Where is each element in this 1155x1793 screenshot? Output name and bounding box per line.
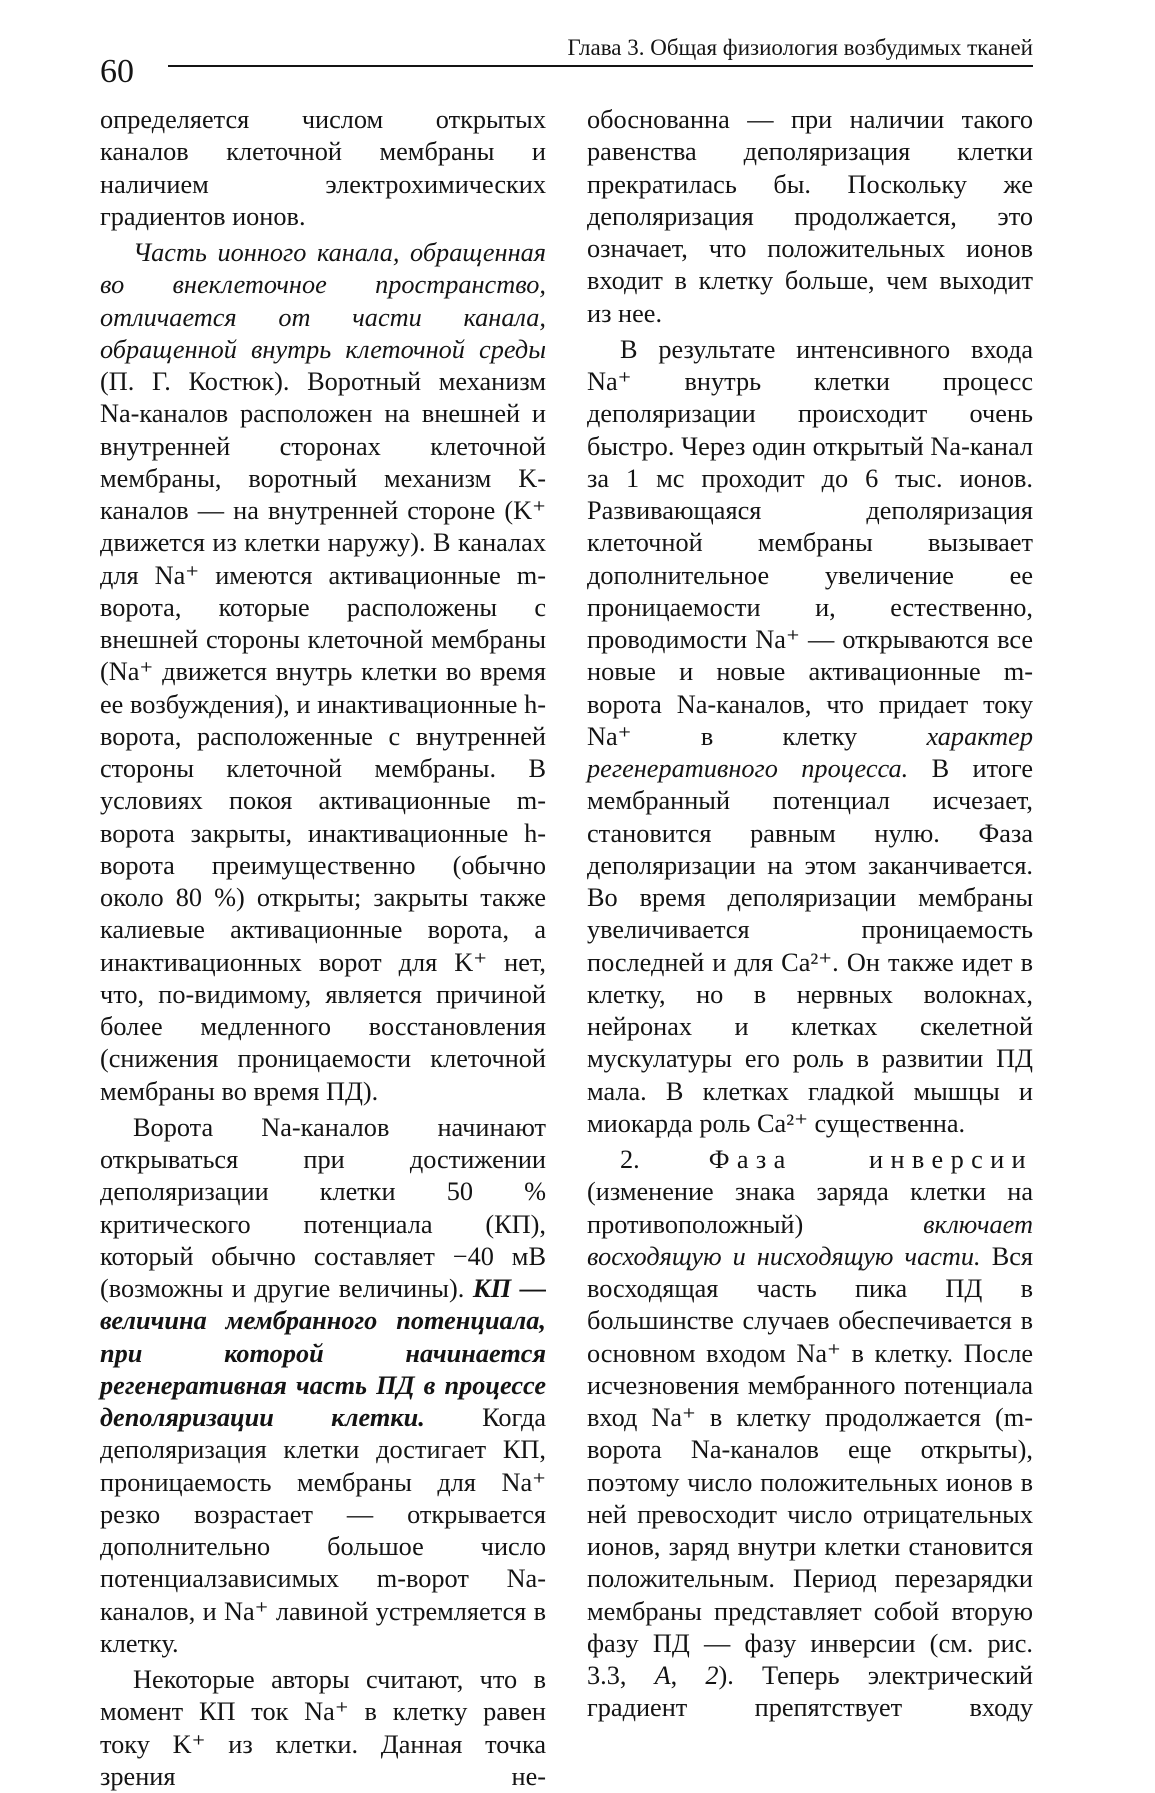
- paragraph: [587, 1144, 1033, 1725]
- left-column: [100, 104, 546, 1793]
- right-column: [587, 104, 1033, 1725]
- spaced-term: Фаза инверсии: [708, 1145, 1033, 1174]
- italic-term: включает восходящую и нисходящую части.: [587, 1209, 1033, 1271]
- paragraph-text: определяется числом открытых каналов клеточной мембраны и наличием электрохимических градиентов ионов.: [100, 105, 546, 231]
- paragraph-text: Вся восходящая часть пика ПД в большинстве случаев обеспечивается в основном входом Na⁺ в клетку. После исчезновения мембранного потенциала вход Na⁺ в клетку продолжается (m-ворота Na-каналов еще открыты), поэтому число положительных ионов в ней превосходит число отрицательных ионов, заряд внутри клетки становится положительным. Период перезарядки мембраны представляет собой вторую фазу ПД — фазу инверсии (см. рис. 3.3,: [587, 1241, 1033, 1690]
- paragraph-text: В результате интенсивного входа Na⁺ внутрь клетки процесс деполяризации происходит очень быстро. Через один открытый Na-канал за 1 мс проходит до 6 тыс. ионов. Развивающаяся деполяризация клеточной мембраны вызывает дополнительное увеличение ее проницаемости и, естественно, проводимости Na⁺ — открываются все новые и новые активационные m-ворота Na-каналов, что придает току Na⁺ в клетку: [587, 334, 1033, 751]
- running-head: Глава 3. Общая физиология возбудимых тканей: [567, 35, 1033, 60]
- paragraph-text: В итоге мембранный потенциал исчезает, становится равным нулю. Фаза деполяризации на этом заканчивается. Во время деполяризации мембраны увеличивается проницаемость последней и для Ca²⁺. Он также идет в клетку, но в нервных волокнах, нейронах и клетках скелетной мускулатуры его роль в развитии ПД мала. В клетках гладкой мышцы и миокарда роль Ca²⁺ существенна.: [587, 754, 1033, 1138]
- paragraph: [100, 104, 546, 233]
- paragraph-text: (изменение знака заряда клетки на противоположный): [587, 1177, 1033, 1239]
- paragraph: [100, 1664, 546, 1793]
- figure-ref-2: 2: [705, 1661, 719, 1690]
- italic-term: характер регенеративного процесса.: [587, 721, 1033, 783]
- italic-definition: Часть ионного канала, обращенная во внеклеточное пространство, отличается от части канала, обращенной внутрь клеточной среды: [100, 238, 546, 364]
- paragraph-text: Некоторые авторы считают, что в момент КП ток Na⁺ в клетку равен току K⁺ из клетки. Данная точка зрения не-: [100, 1665, 546, 1791]
- paragraph: [587, 334, 1033, 1140]
- paragraph-text: Ворота Na-каналов начинают открываться при достижении деполяризации клетки 50 % критического потенциала (КП), который обычно составляет −40 мВ (возможны и другие величины).: [100, 1112, 546, 1303]
- paragraph: [100, 1112, 546, 1660]
- paragraph-text: обоснованна — при наличии такого равенства деполяризация клетки прекратилась бы. Поскольку же деполяризация продолжается, это означает, что положительных ионов входит в клетку больше, чем выходит из нее.: [587, 105, 1033, 328]
- figure-ref-a: А: [654, 1661, 671, 1690]
- paragraph: [587, 104, 1033, 330]
- page-number: 60: [100, 53, 134, 90]
- paragraph: [100, 237, 546, 1108]
- paragraph-text: ). Теперь электрический градиент препятствует входу: [587, 1661, 1033, 1723]
- paragraph-text: Когда деполяризация клетки достигает КП, проницаемость мембраны для Na⁺ резко возрастает — открывается дополнительно большое число потенциалзависимых m-ворот Na-каналов, и Na⁺ лавиной устремляется в клетку.: [100, 1403, 546, 1658]
- bold-italic-definition: КП — величина мембранного потенциала, при которой начинается регенеративная часть ПД в процессе деполяризации клетки.: [100, 1274, 546, 1432]
- header-rule: [168, 65, 1033, 67]
- paragraph-text: (П. Г. Костюк). Воротный механизм Na-каналов расположен на внешней и внутренней сторонах клеточной мембраны, воротный механизм K-каналов — на внутренней стороне (K⁺ движется из клетки наружу). В каналах для Na⁺ имеются активационные m-ворота, которые расположены с внешней стороны клеточной мембраны (Na⁺ движется внутрь клетки во время ее возбуждения), и инактивационные h-ворота, расположенные с внутренней стороны клеточной мембраны. В условиях покоя активационные m-ворота закрыты, инактивационные h-ворота преимущественно (обычно около 80 %) открыты; закрыты также калиевые активационные ворота, а инактивационных ворот для K⁺ нет, что, по-видимому, является причиной более медленного восстановления (снижения проницаемости клеточной мембраны во время ПД).: [100, 367, 546, 1106]
- figure-ref-sep: ,: [670, 1661, 706, 1690]
- list-number: 2.: [620, 1145, 709, 1174]
